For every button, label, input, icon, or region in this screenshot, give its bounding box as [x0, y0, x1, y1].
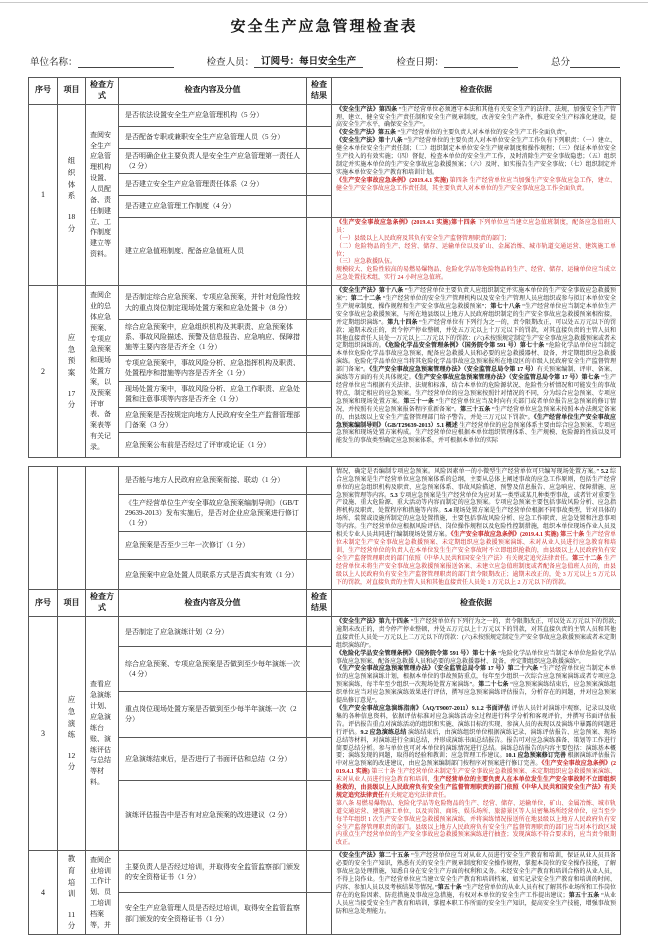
- check-item-row: [29, 851, 621, 893]
- row-number-cell: 3: [29, 617, 58, 851]
- basis-cell: 《安全生产法》第二十五条 “生产经营单位应当对从业人员进行安全生产教育和培训，保证从业人员具备必要的安全生产知识，熟悉有关的安全生产规章制度和安全操作规程，掌握本岗位的安全操作技能，了解事故应急处理措施，知悉自身在安全生产方面的权利和义务。未经安全生产教育和培训合格的从业人员，不得上岗作业。生产经营单位应当建立安全生产教育和培训档案，如实记录安全生产教育和培训的时间、内容、参加人员以及考核结果等情况。”第五十条 “生产经营单位的从业人员有权了解其作业场所和工作岗位存在的危险因素、防范措施及事故应急措施，有权对本单位的安全生产工作提出建议；第五十五条 “从业人员应当接受安全生产教育和培训，掌握本职工作所需的安全生产知识，提高安全生产技能，增强事故预防和应急处理能力。: [332, 851, 621, 935]
- content-cell: 演练评估报告中是否有对应急预案的改进建议（2 分）: [119, 780, 307, 851]
- result-cell: [307, 560, 332, 590]
- item-cell: 应急演练 12分: [58, 617, 86, 851]
- content-cell: 重点岗位现场处置方案是否做到至少每半年演练一次（2 分）: [119, 691, 307, 737]
- column-header-5: 检查依据: [332, 78, 621, 105]
- check-item-row: [29, 286, 621, 320]
- result-cell: [307, 148, 332, 173]
- inspector-label: 检查人员：: [206, 58, 255, 68]
- result-cell: [307, 691, 332, 737]
- total-score-group: [551, 54, 620, 68]
- inspector-group: [207, 53, 364, 68]
- result-cell: [307, 531, 332, 559]
- column-header-0: 序号: [29, 590, 58, 617]
- row-number-cell: 2: [29, 286, 58, 458]
- method-cell: 查阅企业培训工作计划、员工培训档案等，并: [86, 851, 119, 935]
- checklist-table-lower: [28, 466, 621, 935]
- content-cell: 建立应急值班制度、配备应急值班人员: [119, 217, 307, 285]
- table-gap: [0, 458, 648, 466]
- method-cell: [86, 466, 119, 590]
- result-cell: [307, 195, 332, 217]
- result-cell: [307, 104, 332, 126]
- result-cell: [307, 355, 332, 381]
- page-title: 安全生产应急管理检查表: [230, 19, 418, 35]
- content-cell: 是否建立应急管理工作制度（4 分）: [119, 195, 307, 217]
- page-top-rule: [0, 2, 648, 3]
- check-date-group: [396, 54, 518, 68]
- item-cell: [58, 466, 86, 590]
- content-cell: 《生产经营单位生产安全事故应急预案编制导则》（GB/T29639-2013）发布实施后，是否对企业应急预案进行修订（1 分）: [119, 495, 307, 532]
- column-header-0: 序号: [29, 78, 58, 105]
- result-cell: [307, 647, 332, 691]
- basis-cell: 《安全生产法》第九十四条 “生产经营单位有下列行为之一的，责令限期改正，可以处五万元以下的罚款;逾期未改正的，责令停产停业整顿，并处五万元以上十万元以下的罚款，对其直接负责的主管人员和其他直接责任人员处一万元以上二万元以下的罚款：(六)未按照规定制定生产安全事故应急救援预案或者未定期组织演练的”。 《危险化学品安全管理条例》（国务院令第 591 号）第七十条 “危险化学品单位应当制定本单位危险化学品事故应急预案，配备应急救援人员和必要的应急救援器材、设备，并定期组织应急救援演练”。 《生产安全事故应急预案管理办法》（安全监管总局令第 17 号）第二十六条 “生产经营单位应当制定本单位的应急预案演练计划，根据本单位的事故预防重点，每年至少组织一次综合应急预案演练或者专项应急预案演练，每半年至少组织一次现场处置方案演练”。第二十七条 “应急预案演练结束后，应急预案演练组织单位应当对应急预案演练效果进行评估，撰写应急预案演练评估报告，分析存在的问题，并对应急预案提出修订意见”。 《生产安全事故应急演练指南》（AQ/T9007-2011）9.1.2 书面评估 评估人员针对演练中观察、记录以及收集的各种信息资料，依据评估标准对应急演练活动全过程进行科学分析和客观评价，并撰写书面评估报告。评估报告重点对演练活动的组织和实施、演练目标的实现、参演人员的表现以及演练中暴露的问题进行评估。9.2 应急演练总结 演练结束后，由演练组织单位根据演练记录、演练评估报告、应急预案、现场总结等材料，对演练进行全面总结，并形成演练书面总结报告。报告可对应急演练准备、策划等工作进行简要总结分析。参与单位也可对本单位的演练情况进行总结。演练总结报告的内容主要包括：演练基本概要；演练发现的问题，取得的经验和教训；应急管理工作建议。10.1 应急预案修订完善 根据演练评估报告中对应急预案的改进建议，由应急预案编制部门按程序对预案进行修订完善。《生产安全事故应急条例》(2019.4.1 实施) 第三十条 生产经营单位未制定生产安全事故应急救援预案、未定期组织应急救援预案演练、未对从业人员进行应急教育和培训，生产经营单位的主要负责人在本单位发生生产安全事故时不立即组织抢救的，由县级以上人民政府负有安全生产监督管理职责的部门依照《中华人民共和国安全生产法》有关规定追究法律责任有关规定追究法律责任。 第八条 易燃易爆物品、危险化学品等危险物品的生产、经营、储存、运输单位，矿山、金属冶炼、城市轨道交通运营、建筑施工单位，以及宾馆、商场、娱乐场所、旅游景区等人员密集场所经营单位，应当至少每半年组织 1 次生产安全事故应急救援预案演练，并将演练情况报送所在地县级以上地方人民政府负有安全生产监督管理职责的部门。县级以上地方人民政府负有安全生产监督管理职责的部门应当对本行政区域内重点生产经营单位的生产安全事故应急救援预案演练进行抽查；发现演练不符合要求的，应当责令限期改正。: [332, 617, 621, 851]
- content-cell: 综合应急预案中，应急组织机构及其职责、应急预案体系、事故风险描述、预警及信息报告、应急响应、保障措施等主要内容是否齐全（1 分）: [119, 320, 307, 355]
- content-cell: 应急预案中应急处置人员联系方式是否真实有效（1 分）: [119, 560, 307, 590]
- check-date-label: 检查日期：: [396, 58, 444, 68]
- basis-cell: 情况，确定是否编制专项应急预案。风险因素单一的小微型生产经营单位可只编写现场处置方案。” 5.2 综合应急预案是生产经营单位应急预案体系的总纲，主要从总体上阐述事故的应急工作原则，包括生产经营单位的应急组织机构及职责、应急预案体系、事故风险描述、预警及信息报告、应急响应、保障措施、应急预案管理等内容。5.3 专项应急预案是生产经营单位为应对某一类型或某几种类型事故，或者针对重要生产设施、重大危险源、重大活动等内容而制定的应急预案。专项应急预案主要包括事故风险分析、应急指挥机构及职责、处置程序和措施等内容。5.4 现场处置方案是生产经营单位根据不同事故类型，针对具体的场所、装置或设施所制定的应急处置措施，主要包括事故风险分析、应急工作职责、应急处置和注意事项等内容。生产经营单位应根据风险评估、岗位操作规程以及危险性控制措施，组织本单位现场作业人员及相关专业人员共同进行编制现场处置方案。《生产安全事故应急条例》(2019.4.1 实施) 第三十条 生产经营单位未制定生产安全事故应急救援预案、未定期组织应急救援预案演练、未对从业人员进行应急教育和培训，生产经营单位的负责人在本单位发生生产安全事故时不立即组织抢救的，由县级以上人民政府负有安全生产监督管理职责的部门依照《中华人民共和国安全生产法》有关规定追究法律责任。第三十二条 生产经营单位未将生产安全事故应急救援预案报送备案、未建立应急值班制度或者配备应急值班人员的，由县级以上人民政府负有安全生产监督管理职责的部门责令限期改正；逾期未改正的，处 3 万元以上 5 万元以下的罚款，对直接负责的主管人员和其他直接责任人员处 1 万元以上 2 万元以下的罚款。: [332, 466, 621, 590]
- column-header-5: 检查依据: [332, 590, 621, 617]
- content-cell: 专项应急预案中，事故风险分析、应急指挥机构及职责、处置程序和措施等内容是否齐全（1 分）: [119, 355, 307, 381]
- result-cell: [307, 495, 332, 532]
- content-cell: 综合应急预案、专项应急预案是否做到至少每年演练一次（4 分）: [119, 647, 307, 691]
- basis-cell: 《安全生产法》第十八条 “生产经营单位主要负责人应组织制定并实施本单位的生产安全事故应急救援预案”；第二十二条 “生产经营单位的安全生产管理机构以及安全生产管理人员应组织或参与拟订本单位安全生产规章制度、操作规程和生产安全事故应急救援预案”；第七十八条 “生产经营单位应当制定本单位生产安全事故应急救援预案，与所在地县级以上地方人民政府组织制定的生产安全事故应急救援预案相衔接，并定期组织演练”。第九十四条 “生产经营单位有下列行为之一的，责令限期改正，可以处五万元以下的罚款；逾期未改正的，责令停产停业整顿，并处五万元以上十万元以下的罚款，对其直接负责的主管人员和其他直接责任人员处一万元以上二万元以下的罚款：(六)未按照规定制定生产安全事故应急救援预案或者未定期组织演练的。《危险化学品安全管理条例》（国务院令第 591 号）第七十条 “危险化学品单位应当制定本单位危险化学品事故应急预案，配备应急救援人员和必要的应急救援器材、设备，并定期组织应急救援演练。危险化学品单位应当将其危险化学品事故应急预案报所在地设区的市级人民政府安全生产监督管理部门备案”。《生产安全事故应急预案管理办法》（安全监管总局令第 17 号）有关预案编制、评审、备案、演练等方面的有关具体规定。《生产安全事故应急预案管理办法》（安全监管总局令第 17 号）第七条 “生产经营单位应当根据有关法律、法规和标准，结合本单位的危险源状况、危险性分析情况和可能发生的事故特点，制定相应的应急预案。生产经营单位的应急预案按照针对情况的不同，分为综合应急预案、专项应急预案和现场处置方案。第三十一条 “生产经营单位应当及时向有关部门或者单位报告应急预案的修订情况，并按照有关应急预案报备程序重新备案”。第三十五条 “生产经营单位应急预案未按照本办法规定备案的，由县级以上安全生产监督管理部门给予警告，并处三万元以下罚款”。《生产经营单位生产安全事故应急预案编制导则》（GB/T29639-2013）5.1 概述 生产经营单位的应急预案体系主要由综合应急预案、专项应急预案和现场处置方案构成。生产经营单位应根据本单位组织管理体系、生产规模、危险源的性质以及可能发生的事故类型确定应急预案体系，并可根据本单位的实际: [332, 286, 621, 458]
- check-item-row: [29, 104, 621, 126]
- column-header-3: 检查内容及分值: [119, 590, 307, 617]
- column-header-4: 检查结果: [307, 590, 332, 617]
- content-cell: 现场处置方案中，事故风险分析、应急工作职责、应急处置和注意事项等内容是否齐全（1 分）: [119, 381, 307, 407]
- unit-name-field[interactable]: [78, 56, 174, 68]
- result-cell: [307, 466, 332, 494]
- content-cell: 应急演练结束后，是否进行了书面评估和总结（2 分）: [119, 738, 307, 780]
- content-cell: 应急预案是否至少三年一次修订（1 分）: [119, 531, 307, 559]
- content-cell: 是否建立安全生产应急管理责任体系（2 分）: [119, 173, 307, 195]
- result-cell: [307, 126, 332, 148]
- table-header-row: [29, 78, 621, 105]
- table-header-row: [29, 590, 621, 617]
- column-header-2: 检查方式: [86, 78, 119, 105]
- total-score-field[interactable]: [570, 56, 620, 68]
- result-cell: [307, 432, 332, 457]
- inspector-value: 订阅号：每日安全生产: [254, 53, 363, 68]
- meta-line: [30, 53, 620, 68]
- basis-cell: 《生产安全事故应急条例》(2019.4.1 实施)第十四条 下列单位应当建立应急值班制度，配备应急值班人员： （一）县级以上人民政府及其负有安全生产监督管理职责的部门； （二）危险物品的生产、经营、储存、运输单位以及矿山、金属冶炼、城市轨道交通运营、建筑施工单位； （三）应急救援队伍。 规模较大、危险性较高的易燃易爆物品、危险化学品等危险物品的生产、经营、储存、运输单位应当成立应急处置技术组，实行 24 小时应急值班。: [332, 217, 621, 285]
- basis-cell: 《安全生产法》第四条 “生产经营单位必须遵守本法和其他有关安全生产的法律、法规，加强安全生产管理，建立、健全安全生产责任制和安全生产规章制度，改善安全生产条件，推进安全生产标准化建设，提高安全生产水平，确保安全生产”。 《安全生产法》第五条 “生产经营单位的主要负责人对本单位的安全生产工作全面负责”。 《安全生产法》第十八条 “生产经营单位的主要负责人对本单位安全生产工作负有下列职责：（一）建立、健全本单位安全生产责任制；（二）组织制定本单位安全生产规章制度和操作规程；（三）保证本单位安全生产投入的有效实施；（四）督促、检查本单位的安全生产工作，及时消除生产安全事故隐患；（五）组织制定并实施本单位的生产安全事故应急救援预案；（六）及时、如实报告生产安全事故；（七）组织制定并实施本单位安全生产教育和培训计划。 《生产安全事故应急条例》(2019.4.1 实施) 第四条 生产经营单位应当加强生产安全事故应急工作，建立、健全生产安全事故应急工作责任制，其主要负责人对本单位的生产安全事故应急工作全面负责。: [332, 104, 621, 217]
- result-cell: [307, 173, 332, 195]
- content-cell: 是否明确企业主要负责人是安全生产应急管理第一责任人（2 分）: [119, 148, 307, 173]
- content-cell: 是否制定了应急演练计划（2 分）: [119, 617, 307, 647]
- check-date-field[interactable]: [444, 56, 518, 68]
- result-cell: [307, 893, 332, 935]
- column-header-4: 检查结果: [307, 78, 332, 105]
- item-cell: 组织体系 18分: [58, 104, 86, 286]
- content-cell: 主要负责人是否经过培训，并取得安全监管监察部门颁发的安全资格证书（1 分）: [119, 851, 307, 893]
- row-number-cell: [29, 466, 58, 590]
- result-cell: [307, 738, 332, 780]
- method-cell: 查阅企业的总体应急预案、专项应急预案和现场处置方案，以及预案评审表、备案表等有关记录。: [86, 286, 119, 458]
- column-header-1: 项目: [58, 78, 86, 105]
- content-cell: 安全生产应急管理人员是否经过培训，取得安全监管监察部门颁发的安全资格证书（1 分）: [119, 893, 307, 935]
- item-cell: 教育培训 11分: [58, 851, 86, 935]
- result-cell: [307, 780, 332, 851]
- check-item-row: [29, 617, 621, 647]
- column-header-2: 检查方式: [86, 590, 119, 617]
- result-cell: [307, 407, 332, 432]
- content-cell: 应急预案公布前是否经过了评审或论证（1 分）: [119, 432, 307, 457]
- checklist-table-upper: [28, 77, 621, 458]
- item-cell: 应急预案 17分: [58, 286, 86, 458]
- result-cell: [307, 381, 332, 407]
- column-header-3: 检查内容及分值: [119, 78, 307, 105]
- result-cell: [307, 617, 332, 647]
- result-cell: [307, 217, 332, 285]
- method-cell: 查看应急演练计划、应急演练台账、演练评估与总结等材料。: [86, 617, 119, 851]
- content-cell: 应急预案是否按规定向地方人民政府安全生产监督管理部门备案（3 分）: [119, 407, 307, 432]
- method-cell: 查阅安全生产应急管理机构设置、人员配备、责任制建立、工作制度建立等资料。: [86, 104, 119, 286]
- result-cell: [307, 320, 332, 355]
- result-cell: [307, 286, 332, 320]
- column-header-1: 项目: [58, 590, 86, 617]
- content-cell: 是否能与地方人民政府应急预案衔接、联动（1 分）: [119, 466, 307, 494]
- result-cell: [307, 851, 332, 893]
- row-number-cell: 1: [29, 104, 58, 286]
- total-score-label: 总分: [550, 58, 570, 68]
- content-cell: 是否制定综合应急预案、专项应急预案，并针对危险性较大的重点岗位制定现场处置方案和应急处置卡（8 分）: [119, 286, 307, 320]
- content-cell: 是否配备专职或兼职安全生产应急管理人员（5 分）: [119, 126, 307, 148]
- unit-name-label: 单位名称：: [30, 58, 78, 68]
- content-cell: 是否依法设置安全生产应急管理机构（5 分）: [119, 104, 307, 126]
- row-number-cell: 4: [29, 851, 58, 935]
- check-item-row: [29, 466, 621, 494]
- unit-name-group: [30, 54, 174, 68]
